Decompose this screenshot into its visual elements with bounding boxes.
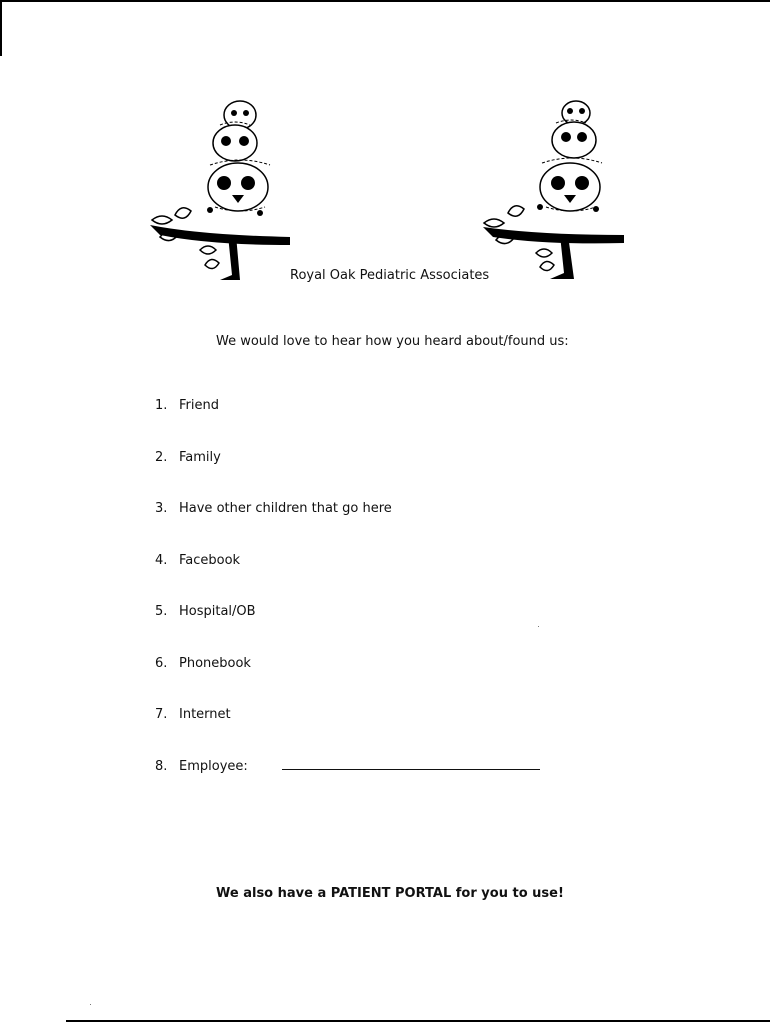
owl-tree-icon bbox=[140, 95, 290, 285]
scan-top-border bbox=[0, 0, 770, 2]
option-family bbox=[155, 450, 540, 502]
option-label: Phonebook bbox=[179, 655, 251, 671]
option-number: 8. bbox=[155, 758, 168, 774]
option-label: Family bbox=[179, 449, 221, 465]
option-friend bbox=[155, 398, 540, 450]
option-facebook bbox=[155, 553, 540, 605]
option-number: 5. bbox=[155, 604, 168, 619]
option-label: Hospital/OB bbox=[179, 604, 256, 619]
option-number: 6. bbox=[155, 655, 168, 671]
option-number: 1. bbox=[155, 398, 168, 413]
option-other-children bbox=[155, 501, 540, 553]
scan-speck bbox=[90, 1004, 91, 1005]
option-label: Friend bbox=[179, 398, 219, 413]
option-employee bbox=[155, 759, 540, 811]
option-label: Internet bbox=[179, 707, 231, 722]
option-number: 2. bbox=[155, 449, 168, 465]
option-label: Facebook bbox=[179, 552, 241, 568]
employee-name-blank[interactable] bbox=[282, 755, 540, 770]
scan-bottom-border bbox=[66, 1020, 770, 1022]
patient-portal-note: We also have a PATIENT PORTAL for you to use! bbox=[216, 886, 564, 901]
option-internet bbox=[155, 707, 540, 759]
option-hospital-ob bbox=[155, 604, 540, 656]
option-number: 4. bbox=[155, 552, 168, 568]
option-phonebook bbox=[155, 656, 540, 708]
survey-prompt: We would love to hear how you heard about/found us: bbox=[216, 334, 569, 349]
owl-tree-icon bbox=[478, 95, 628, 285]
scan-left-mark bbox=[0, 0, 2, 56]
option-label: Have other children that go here bbox=[179, 501, 392, 516]
option-label: Employee: bbox=[179, 758, 248, 774]
option-number: 7. bbox=[155, 707, 168, 722]
referral-options-list bbox=[155, 398, 540, 810]
practice-name: Royal Oak Pediatric Associates bbox=[290, 268, 490, 283]
scan-speck bbox=[538, 626, 539, 627]
option-number: 3. bbox=[155, 501, 168, 516]
